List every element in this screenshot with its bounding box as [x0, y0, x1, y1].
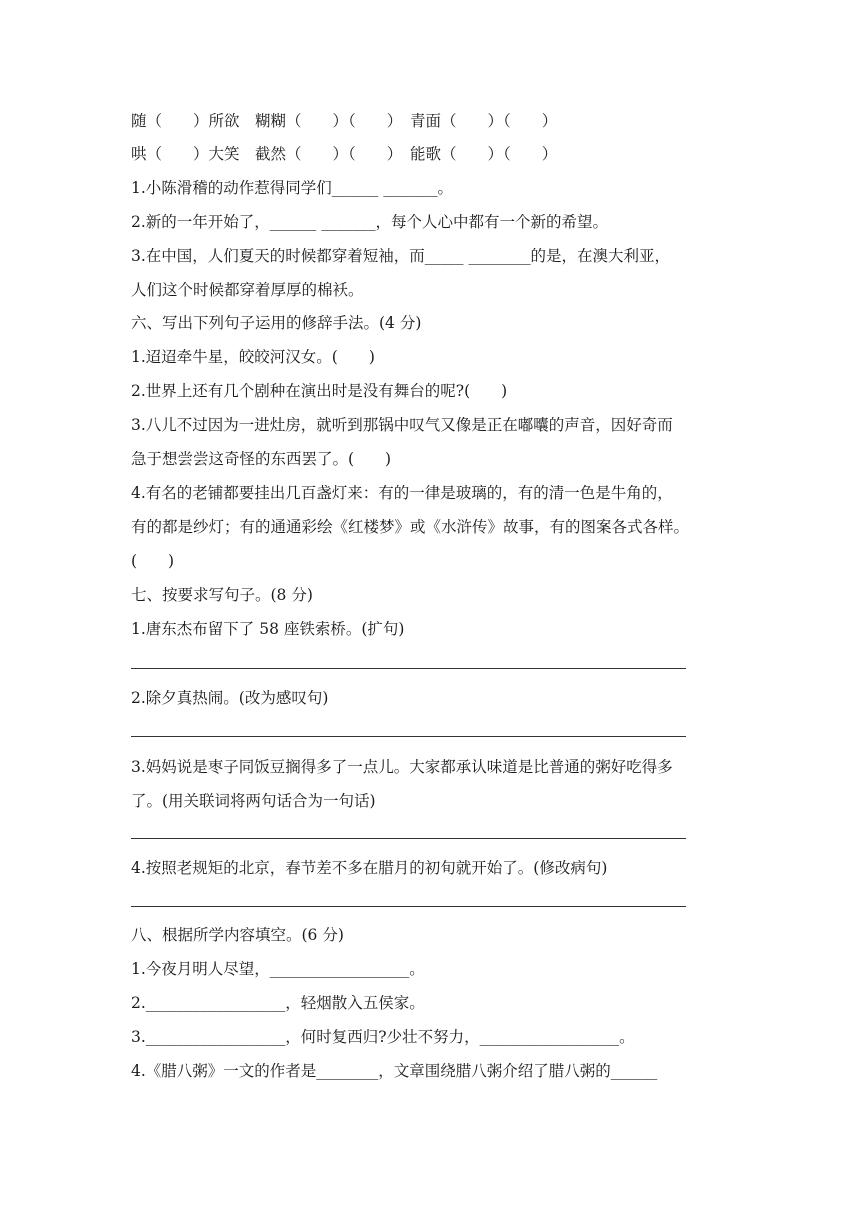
section-6-question-3-line-1: 3.八儿不过因为一进灶房，就听到那锅中叹气又像是正在嘟囔的声音，因好奇而	[131, 416, 673, 434]
section-7-question-3-line-2: 了。(用关联词将两句话合为一句话)	[131, 792, 376, 810]
idiom-row-2: 哄（ ）大笑 截然（ ）（ ） 能歌（ ）（ ）	[131, 145, 558, 163]
section-6-question-1: 1.迢迢牵牛星，皎皎河汉女。( )	[131, 348, 375, 366]
fill-question-1: 1.小陈滑稽的动作惹得同学们______ _______。	[131, 179, 453, 197]
section-7-question-2: 2.除夕真热闹。(改为感叹句)	[131, 689, 329, 707]
section-6-question-4-line-3: ( )	[131, 552, 175, 570]
answer-line-7-4[interactable]	[131, 906, 686, 907]
section-8-question-2: 2.__________________，轻烟散入五侯家。	[131, 994, 425, 1012]
section-6-title: 六、写出下列句子运用的修辞手法。(4 分)	[131, 314, 422, 332]
fill-question-2: 2.新的一年开始了，______ _______，每个人心中都有一个新的希望。	[131, 213, 608, 231]
section-8-question-4: 4.《腊八粥》一文的作者是________，文章围绕腊八粥介绍了腊八粥的______	[131, 1062, 658, 1080]
fill-question-3-line-2: 人们这个时候都穿着厚厚的棉袄。	[131, 281, 364, 299]
answer-line-7-2[interactable]	[131, 736, 686, 737]
section-6-question-2: 2.世界上还有几个剧种在演出时是没有舞台的呢?( )	[131, 382, 508, 400]
section-6-question-4-line-1: 4.有名的老铺都要挂出几百盏灯来：有的一律是玻璃的，有的清一色是牛角的，	[131, 484, 673, 502]
idiom-row-1: 随（ ）所欲 糊糊（ ）（ ） 青面（ ）（ ）	[131, 112, 558, 130]
section-7-question-1: 1.唐东杰布留下了 58 座铁索桥。(扩句)	[131, 620, 405, 638]
section-8-question-1: 1.今夜月明人尽望，__________________。	[131, 960, 425, 978]
answer-line-7-3[interactable]	[131, 838, 686, 839]
section-7-question-3-line-1: 3.妈妈说是枣子同饭豆搁得多了一点儿。大家都承认味道是比普通的粥好吃得多	[131, 758, 673, 776]
section-8-question-3: 3.__________________，何时复西归?少壮不努力，__________________。	[131, 1028, 635, 1046]
answer-line-7-1[interactable]	[131, 668, 686, 669]
section-6-question-4-line-2: 有的都是纱灯；有的通通彩绘《红楼梦》或《水浒传》故事，有的图案各式各样。	[131, 518, 690, 536]
section-7-title: 七、按要求写句子。(8 分)	[131, 586, 313, 604]
section-6-question-3-line-2: 急于想尝尝这奇怪的东西罢了。( )	[131, 450, 392, 468]
section-7-question-4: 4.按照老规矩的北京，春节差不多在腊月的初旬就开始了。(修改病句)	[131, 859, 608, 877]
section-8-title: 八、根据所学内容填空。(6 分)	[131, 926, 344, 944]
fill-question-3-line-1: 3.在中国，人们夏天的时候都穿着短袖，而_____ ________的是，在澳大利亚，	[131, 247, 670, 265]
